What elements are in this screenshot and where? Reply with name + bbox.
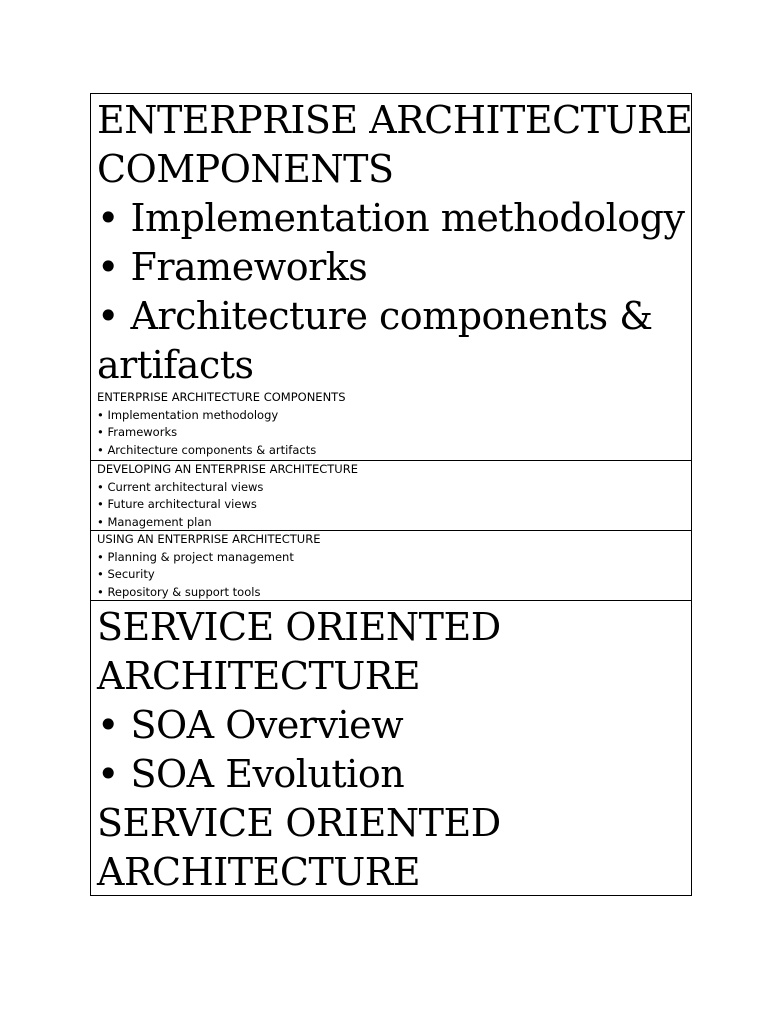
large-text-block — [91, 603, 691, 897]
small-bullet: • Planning & project management — [97, 549, 294, 564]
enterprise-architecture-components-cell — [91, 94, 691, 461]
heading-line: SERVICE ORIENTED — [97, 801, 501, 845]
heading-line: COMPONENTS — [97, 147, 394, 191]
using-enterprise-architecture-cell — [91, 531, 691, 601]
small-bullet: • Future architectural views — [97, 497, 257, 511]
small-text-block — [91, 461, 691, 531]
bullet-line: • Architecture components & — [97, 294, 653, 338]
small-bullet: • Frameworks — [97, 425, 178, 439]
bullet-line: artifacts — [97, 343, 254, 387]
service-oriented-architecture-cell — [91, 601, 691, 896]
large-text-block — [91, 96, 691, 390]
small-text-block — [91, 531, 691, 601]
bullet-line: • Frameworks — [97, 245, 368, 289]
small-heading: DEVELOPING AN ENTERPRISE ARCHITECTURE — [97, 462, 358, 476]
heading-line: SERVICE ORIENTED — [97, 605, 501, 649]
heading-line: ARCHITECTURE — [97, 654, 421, 698]
heading-line: ENTERPRISE ARCHITECTURE — [97, 98, 693, 142]
small-bullet: • Current architectural views — [97, 479, 264, 494]
developing-enterprise-architecture-cell — [91, 461, 691, 531]
small-bullet: • Management plan — [97, 514, 212, 529]
bullet-line: • SOA Evolution — [97, 752, 405, 796]
bullet-line: • SOA Overview — [97, 703, 404, 747]
bullet-line: • Implementation methodology — [97, 196, 685, 240]
small-heading: USING AN ENTERPRISE ARCHITECTURE — [97, 532, 321, 546]
heading-line: ARCHITECTURE — [97, 850, 421, 894]
small-heading: ENTERPRISE ARCHITECTURE COMPONENTS — [97, 390, 346, 404]
content-table — [90, 93, 692, 896]
small-text-block — [91, 389, 691, 459]
small-bullet: • Architecture components & artifacts — [97, 442, 317, 457]
small-bullet: • Implementation methodology — [97, 407, 279, 422]
small-bullet: • Repository & support tools — [97, 584, 261, 599]
small-bullet: • Security — [97, 567, 155, 581]
